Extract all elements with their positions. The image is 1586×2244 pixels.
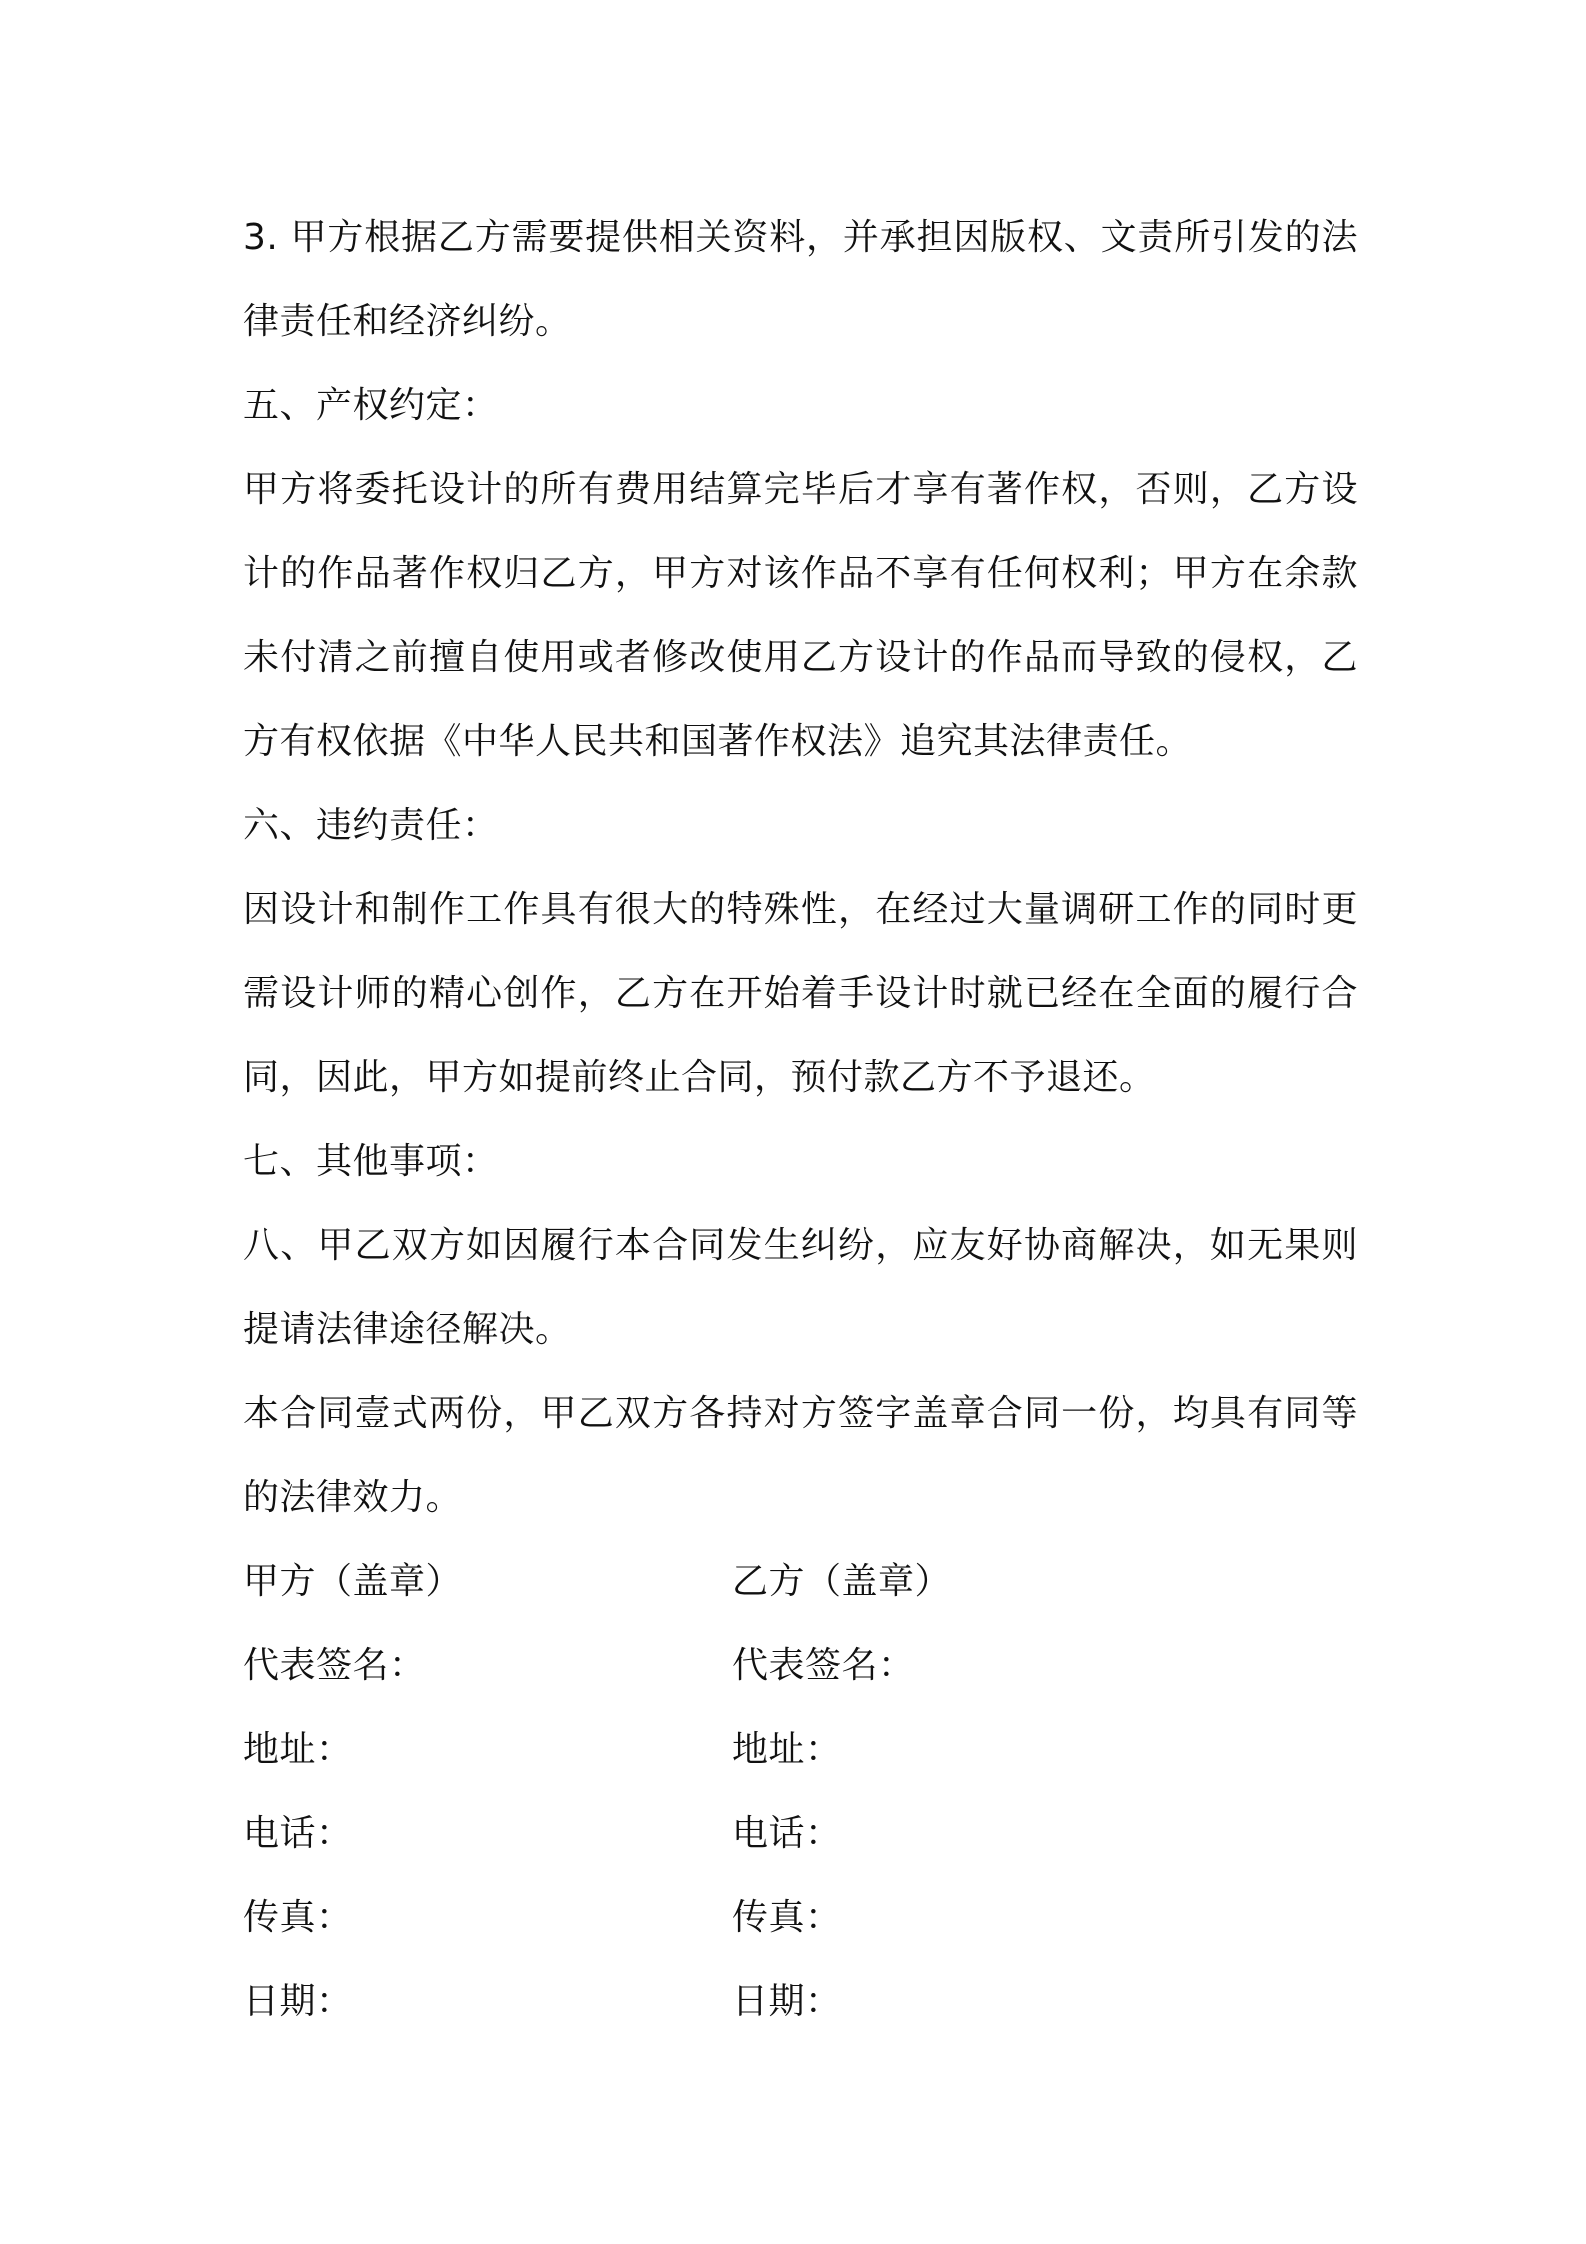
party-a-phone-label: 电话： [243,1813,353,1854]
copies-validity-paragraph: 本合同壹式两份，甲乙双方各持对方签字盖章合同一份，均具有同等的法律效力。 [243,1393,1358,1518]
signature-row-phone [243,1792,1358,1876]
property-rights-paragraph: 甲方将委托设计的所有费用结算完毕后才享有著作权，否则，乙方设计的作品著作权归乙方，甲方对该作品不享有任何权利；甲方在余款未付清之前擅自使用或者修改使用乙方设计的作品而导致的侵权，乙方有权依据《中华人民共和国著作权法》追究其法律责任。 [243,469,1358,762]
section-heading-breach-liability: 六、违约责任： [243,805,499,846]
party-b-address-label: 地址： [732,1729,842,1770]
section-heading-property-rights: 五、产权约定： [243,385,499,426]
party-b-representative-label: 代表签名： [732,1645,915,1686]
signature-row-date [243,1960,1358,2044]
signature-row-fax [243,1876,1358,1960]
document-body [243,196,1358,2044]
signature-row-representative [243,1624,1358,1708]
party-a-address-label: 地址： [243,1729,353,1770]
party-a-seal-label: 甲方（盖章） [243,1561,463,1602]
section-heading-other-matters: 七、其他事项： [243,1141,499,1182]
dispute-resolution-paragraph: 八、甲乙双方如因履行本合同发生纠纷，应友好协商解决，如无果则提请法律途径解决。 [243,1225,1358,1350]
signature-row-address [243,1708,1358,1792]
clause-3-paragraph: 3. 甲方根据乙方需要提供相关资料，并承担因版权、文责所引发的法律责任和经济纠纷。 [243,217,1358,342]
signature-row-seal [243,1540,1358,1624]
party-b-fax-label: 传真： [732,1897,842,1938]
party-a-fax-label: 传真： [243,1897,353,1938]
breach-liability-paragraph: 因设计和制作工作具有很大的特殊性，在经过大量调研工作的同时更需设计师的精心创作，乙方在开始着手设计时就已经在全面的履行合同，因此，甲方如提前终止合同，预付款乙方不予退还。 [243,889,1358,1098]
party-b-seal-label: 乙方（盖章） [732,1561,952,1602]
party-a-date-label: 日期： [243,1981,353,2022]
party-a-representative-label: 代表签名： [243,1645,426,1686]
signature-block [243,1540,1358,2044]
party-b-phone-label: 电话： [732,1813,842,1854]
party-b-date-label: 日期： [732,1981,842,2022]
